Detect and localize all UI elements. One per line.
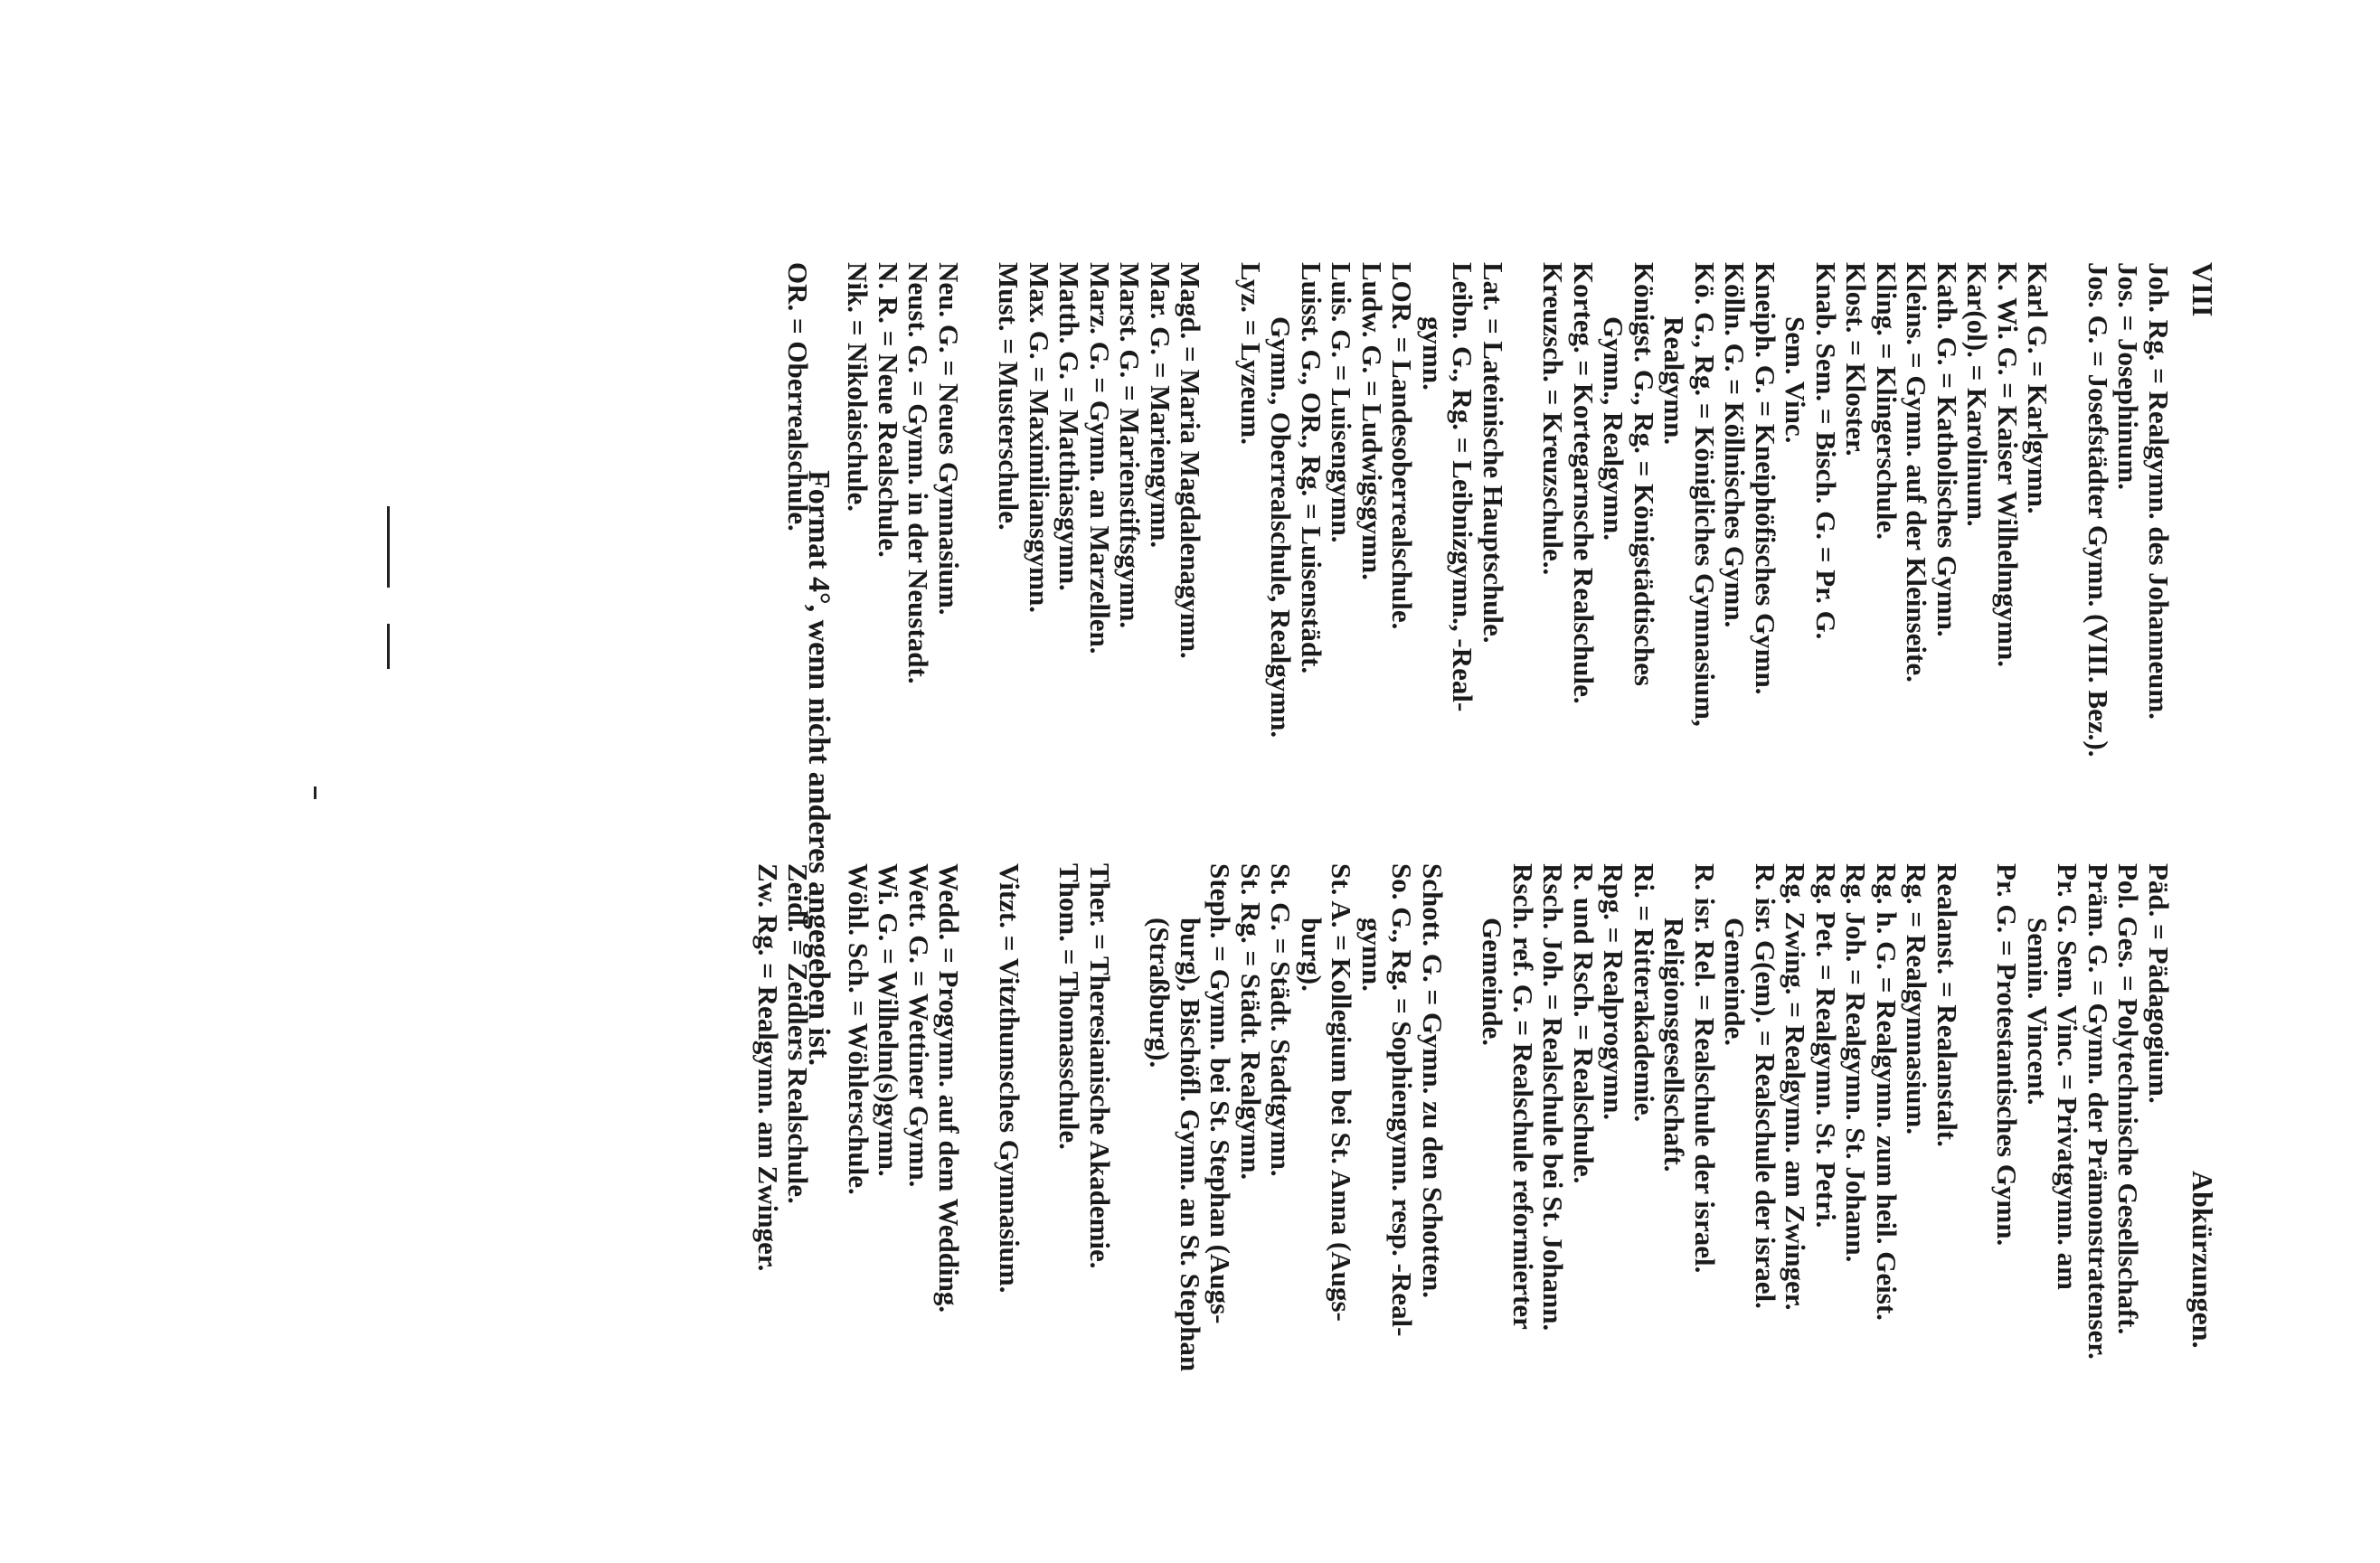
abbreviation-entry: Kreuzsch. = Kreuzschule.. [1537, 262, 1570, 576]
abbreviation-entry: Kar(ol). = Karolinum. [1961, 262, 1994, 527]
abbreviation-entry: Karl G. = Karlgymn. [2022, 262, 2054, 514]
abbreviation-entry: So. G., Rg. = Sophiengymn. resp. -Real- [1386, 863, 1419, 1337]
abbreviation-entry: Zeidl. = Zeidlers Realschule. [782, 863, 815, 1204]
scan-mark [387, 624, 390, 669]
abbreviation-group [843, 262, 964, 845]
entry-continuation: Gymn., Oberrealschule, Realgymn. [1265, 316, 1298, 739]
abbreviation-entry: Wöhl. Sch. = Wöhlerschule. [843, 863, 874, 1195]
abbreviation-entry: Jos. G. = Josefstädter Gymn. (VIII. Bez.). [2082, 262, 2114, 758]
abbreviation-entry: Rg. h. G. = Realgymn. zum heil. Geist. [1871, 863, 1903, 1321]
abbreviation-entry: LOR. = Landesoberrealschule. [1386, 262, 1419, 630]
left-column [753, 262, 2175, 845]
abbreviation-entry: Kath. G. = Katholisches Gymn. [1931, 262, 1963, 637]
abbreviation-entry: Ther. = Theresianische Akademie. [1084, 863, 1116, 1269]
abbreviation-entry: Rg. Joh. = Realgymn. St. Johann. [1840, 863, 1873, 1263]
footer-note: Format 4°, wenn nicht anderes angegeben ist. [802, 470, 836, 1066]
abbreviation-entry: Kleins. = Gymn. auf der Kleinseite. [1901, 262, 1933, 683]
abbreviation-entry: St. A. = Kollegium bei St. Anna (Augs- [1326, 863, 1358, 1322]
abbreviation-entry: Vitzt. = Vitzthumsches Gymnasium. [994, 863, 1025, 1294]
abbreviation-entry: Rsch. Joh. = Realschule bei St. Johann. [1537, 863, 1570, 1332]
abbreviation-entry: Zw. Rg. = Realgymn. am Zwinger. [752, 863, 784, 1272]
abbreviation-group [995, 863, 1025, 1523]
abbreviation-entry: Jos. = Josephinum. [2112, 262, 2145, 490]
entry-continuation: (Straßburg). [1144, 918, 1176, 1069]
abbreviation-entry: Wett. G. = Wettiner Gymn. [903, 863, 935, 1188]
page-title: Abkürzungen. [2186, 1171, 2219, 1349]
abbreviation-group [1538, 262, 2054, 845]
abbreviation-group [1054, 863, 1115, 1523]
abbreviation-entry: Königst. G., Rg. = Königstädtisches [1629, 262, 1660, 686]
abbreviation-group [1236, 262, 1509, 845]
abbreviation-entry: Luis. G. = Luisengymn. [1326, 262, 1358, 543]
entry-continuation: gymn. [1356, 918, 1388, 992]
entry-continuation: Realgymn. [1658, 316, 1691, 446]
right-column [723, 863, 2175, 1523]
abbreviation-entry: R. und Rsch. = Realschule. [1568, 863, 1600, 1184]
entry-continuation: burg). [1296, 918, 1327, 992]
abbreviation-entry: R. isr. Rel. = Realschule der israel. [1689, 863, 1721, 1274]
entry-continuation: Semin. Vincent. [2022, 918, 2054, 1106]
abbreviation-entry: Klost. = Kloster. [1840, 262, 1873, 457]
abbreviation-entry: Luisst. G., OR., Rg. = Luisenstädt. [1296, 262, 1327, 674]
abbreviation-entry: Magd. = Maria Magdalenagymn. [1175, 262, 1207, 659]
abbreviation-entry: Joh. Rg. = Realgymn. des Johanneum. [2143, 262, 2175, 720]
entry-continuation: gymn. [1417, 316, 1449, 391]
abbreviation-entry: Thom. = Thomasschule. [1053, 863, 1086, 1150]
abbreviation-entry: OR. = Oberrealschule. [782, 262, 814, 532]
abbreviation-group [2083, 262, 2175, 845]
abbreviation-entry: R. isr. G(em). = Realschule der israel. [1750, 863, 1781, 1309]
abbreviation-entry: Mar. G. = Mariengymn. [1145, 262, 1176, 549]
entry-continuation: burg), Bischöfl. Gymn. an St. Stephan [1175, 918, 1206, 1372]
abbreviation-entry: Rg. = Realgymnasium. [1901, 863, 1933, 1135]
abbreviation-entry: Pr. G. Sem. Vinc. = Privatgymn. am [2052, 863, 2084, 1291]
abbreviation-entry: Leibn. G., Rg. = Leibnizgymn., -Real- [1447, 262, 1479, 712]
abbreviation-entry: Ludw. G. = Ludwigsgymn. [1356, 262, 1388, 580]
abbreviation-entry: Rg. Pet. = Realgymn. St. Petri. [1810, 863, 1842, 1229]
abbreviation-entry: Nik. = Nikolaischule. [842, 262, 874, 513]
abbreviation-entry: Pol. Ges. = Polytechnische Gesellschaft. [2112, 863, 2145, 1335]
abbreviation-entry: Lat. = Lateinische Hauptschule. [1478, 262, 1509, 644]
entry-continuation: Gymn., Realgymn. [1598, 316, 1630, 541]
scan-mark [314, 786, 316, 799]
abbreviation-entry: Realanst. = Realanstalt. [1931, 863, 1963, 1147]
abbreviation-entry: Wi. G. = Wilhelm(s)gymn. [873, 863, 905, 1177]
abbreviation-entry: Kö. G., Rg. = Königliches Gymnasium, [1689, 262, 1721, 727]
abbreviation-entry: K. Wi. G. = Kaiser Wilhelmgymn. [1992, 262, 2024, 667]
abbreviation-entry: St. G. = Städt. Stadtgymn. [1265, 863, 1298, 1177]
abbreviation-entry: Neust. G. = Gymn. in der Neustadt. [902, 262, 935, 684]
entry-continuation: Gemeinde. [1719, 918, 1752, 1047]
abbreviation-entry: Matth. G. = Matthiasgymn. [1053, 262, 1086, 591]
abbreviation-entry: N. R. = Neue Realschule. [873, 262, 904, 558]
abbreviation-entry: Rsch. ref. G. = Realschule reformierter [1507, 863, 1539, 1330]
entry-continuation: Sem. Vinc. [1780, 316, 1812, 444]
abbreviation-entry: Rpg. = Realprogymn. [1598, 863, 1630, 1121]
entry-continuation: Religionsgesellschaft. [1658, 918, 1691, 1172]
abbreviation-entry: Ri. = Ritterakademie. [1629, 863, 1660, 1123]
abbreviation-group [844, 863, 965, 1523]
rotated-page [445, 262, 2217, 1555]
abbreviation-entry: Kölln. G. = Köllnisches Gymn. [1719, 262, 1752, 628]
abbreviation-entry: St. Rg. = Städt. Realgymn. [1235, 863, 1267, 1181]
abbreviation-entry: Päd. = Pädagogium. [2143, 863, 2175, 1104]
abbreviation-entry: Schott. G. = Gymn. zu den Schotten. [1417, 863, 1449, 1298]
page-number: VIII [2186, 262, 2219, 317]
abbreviation-entry: Korteg. = Kortegarnsche Realschule. [1568, 262, 1600, 704]
abbreviation-entry: Wedd. = Progymn. auf dem Wedding. [933, 863, 966, 1313]
abbreviation-group [1478, 863, 1962, 1523]
scan-mark [387, 506, 390, 588]
abbreviation-entry: Steph. = Gymn. bei St. Stephan (Augs- [1204, 863, 1237, 1324]
abbreviation-group [1992, 863, 2174, 1523]
abbreviation-group [1145, 863, 1448, 1523]
abbreviation-entry: Präm. G. = Gymn. der Prämonstratenser. [2082, 863, 2114, 1360]
abbreviation-entry: Pr. G. = Protestantisches Gymn. [1991, 863, 2024, 1247]
abbreviation-entry: Kneiph. G. = Kneiphöfisches Gymn. [1750, 262, 1781, 695]
abbreviation-entry: Neu. G. = Neues Gymnasium. [933, 262, 965, 616]
abbreviation-entry: Marst. G. = Marienstiftsgymn. [1114, 262, 1147, 629]
entry-continuation: Gemeinde. [1477, 918, 1509, 1047]
abbreviation-entry: Kling. = Klingerschule. [1871, 262, 1903, 541]
abbreviation-entry: Lyz. = Lyzeum. [1235, 262, 1267, 445]
abbreviation-entry: Rg. Zwing. = Realgymn. am Zwinger. [1780, 863, 1812, 1311]
abbreviation-entry: Must. = Musterschule. [993, 262, 1025, 531]
abbreviation-group [994, 262, 1206, 845]
page-header [2185, 262, 2217, 1555]
abbreviation-entry: Knab. Sem. = Bisch. G. = Pr. G. [1810, 262, 1842, 640]
abbreviation-entry: Max. G. = Maximiliansgymn. [1024, 262, 1055, 613]
abbreviation-entry: Marz. G. = Gymn. an Marzellen. [1084, 262, 1116, 654]
